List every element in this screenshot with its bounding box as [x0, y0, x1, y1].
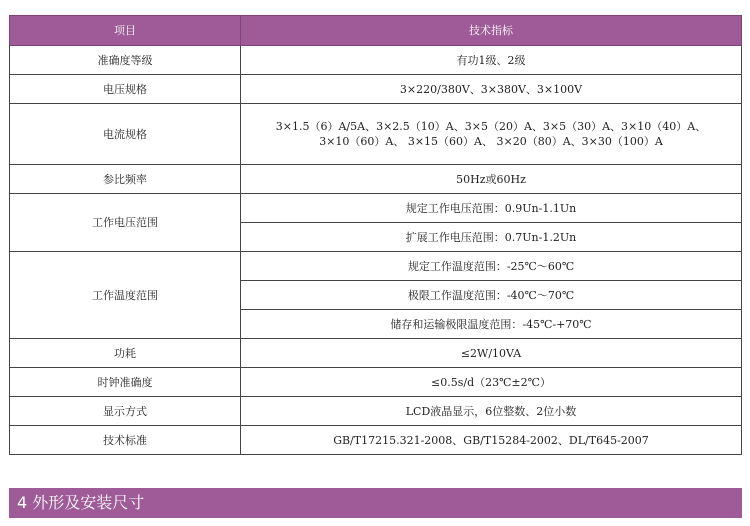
row-value: 极限工作温度范围：-40℃～70℃: [241, 281, 742, 310]
row-label: 功耗: [10, 339, 241, 368]
row-value: 3×220/380V、3×380V、3×100V: [241, 75, 742, 104]
table-row: [10, 368, 742, 397]
row-label: 参比频率: [10, 165, 241, 194]
row-value: ≤2W/10VA: [241, 339, 742, 368]
row-label: 显示方式: [10, 397, 241, 426]
table-header-row: [10, 16, 742, 46]
row-value: ≤0.5s/d（23℃±2℃）: [241, 368, 742, 397]
current-line-1: 3×1.5（6）A/5A、3×2.5（10）A、3×5（20）A、3×5（30）A、3×10（40）A、: [275, 120, 707, 133]
row-label: 电压规格: [10, 75, 241, 104]
section-heading: 4 外形及安装尺寸: [9, 488, 742, 518]
row-value: 扩展工作电压范围：0.7Un-1.2Un: [241, 223, 742, 252]
table-row: [10, 426, 742, 455]
row-label: 技术标准: [10, 426, 241, 455]
row-label: 工作电压范围: [10, 194, 241, 252]
row-label: 电流规格: [10, 104, 241, 165]
header-item: 项目: [10, 16, 241, 46]
row-label: 时钟准确度: [10, 368, 241, 397]
row-value: 规定工作温度范围：-25℃～60℃: [241, 252, 742, 281]
row-value: 储存和运输极限温度范围：-45℃-+70℃: [241, 310, 742, 339]
table-row: [10, 194, 742, 223]
row-value: 规定工作电压范围：0.9Un-1.1Un: [241, 194, 742, 223]
table-row: [10, 75, 742, 104]
table-row: [10, 397, 742, 426]
table-row: [10, 165, 742, 194]
row-label: 准确度等级: [10, 46, 241, 75]
row-label: 工作温度范围: [10, 252, 241, 339]
spec-table: [9, 15, 742, 455]
header-spec: 技术指标: [241, 16, 742, 46]
row-value: [241, 104, 742, 165]
row-value: 有功1级、2级: [241, 46, 742, 75]
current-line-2: 3×10（60）A、 3×15（60）A、 3×20（80）A、3×30（100）A: [319, 135, 663, 148]
row-value: LCD液晶显示，6位整数、2位小数: [241, 397, 742, 426]
table-row: [10, 252, 742, 281]
table-row: [10, 46, 742, 75]
table-row: [10, 339, 742, 368]
row-value: GB/T17215.321-2008、GB/T15284-2002、DL/T645-2007: [241, 426, 742, 455]
row-value: 50Hz或60Hz: [241, 165, 742, 194]
table-row: [10, 104, 742, 165]
